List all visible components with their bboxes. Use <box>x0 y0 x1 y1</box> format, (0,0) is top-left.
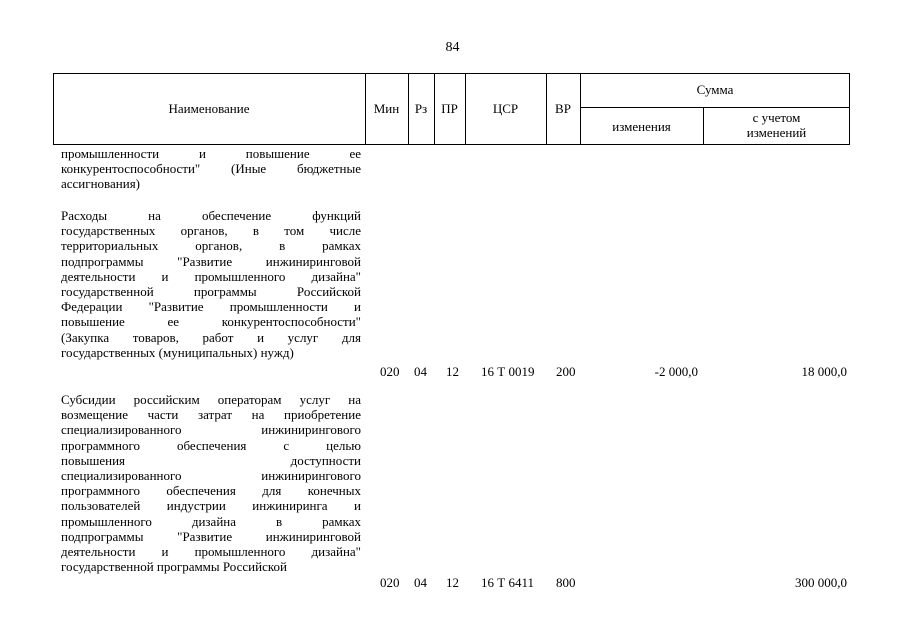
header-with-change-1: с учетом <box>752 110 801 125</box>
row-1-line: (Закупка товаров, работ и услуг для <box>61 329 361 345</box>
row-0-line: промышленности и повышение ее <box>61 146 361 161</box>
row-2-vr: 800 <box>556 575 576 590</box>
header-name: Наименование <box>168 101 250 116</box>
header-with-change-2: изменений <box>746 125 807 140</box>
row-2-rz: 04 <box>414 575 427 590</box>
row-2-csr: 16 Т 6411 <box>481 575 534 590</box>
row-1-with-change: 18 000,0 <box>801 364 847 379</box>
row-1-change: -2 000,0 <box>654 364 698 379</box>
row-1-line: территориальных органов, в рамках <box>61 238 361 254</box>
row-1-min: 020 <box>380 364 400 379</box>
row-2-line: промышленного дизайна в рамках <box>61 513 361 529</box>
row-1-line: государственных органов, в том числе <box>61 223 361 239</box>
row-2-pr: 12 <box>446 575 459 590</box>
row-1-line: подпрограммы "Развитие инжиниринговой <box>61 253 361 269</box>
row-2-line: Субсидии российским операторам услуг на <box>61 392 361 407</box>
row-2-line: повышения доступности <box>61 452 361 468</box>
row-1-line: государственной программы Российской <box>61 284 361 300</box>
row-1-line: государственных (муниципальных) нужд) <box>61 344 294 360</box>
row-2-line: программного обеспечения для конечных <box>61 483 361 499</box>
row-1-pr: 12 <box>446 364 459 379</box>
row-2-line: специализированного инжинирингового <box>61 422 361 438</box>
row-0-name <box>61 146 361 192</box>
row-1-name <box>61 208 361 360</box>
row-2-line: программного обеспечения с целью <box>61 437 361 453</box>
row-0-line: ассигнования) <box>61 176 141 192</box>
row-2-line: пользователей индустрии инжиниринга и <box>61 498 361 514</box>
row-1-line: Федерации "Развитие промышленности и <box>61 299 361 315</box>
row-2-line: государственной программы Российской <box>61 559 287 575</box>
row-1-csr: 16 Т 0019 <box>481 364 535 379</box>
header-pr: ПР <box>441 101 458 116</box>
header-vr: ВР <box>555 101 571 116</box>
header-min: Мин <box>373 101 400 116</box>
row-2-line: деятельности и промышленного дизайна" <box>61 544 361 560</box>
row-1-line: Расходы на обеспечение функций <box>61 208 361 223</box>
row-2-line: возмещение части затрат на приобретение <box>61 407 361 423</box>
page-number: 84 <box>445 40 460 55</box>
row-2-min: 020 <box>380 575 400 590</box>
row-2-line: подпрограммы "Развитие инжиниринговой <box>61 528 361 544</box>
row-1-line: повышение ее конкурентоспособности" <box>61 314 361 330</box>
row-2-line: специализированного инжинирингового <box>61 468 361 484</box>
row-1-vr: 200 <box>556 364 576 379</box>
header-summa: Сумма <box>696 82 734 97</box>
header-rz: Рз <box>414 101 428 116</box>
row-1-rz: 04 <box>414 364 427 379</box>
row-2-name <box>61 392 361 574</box>
header-csr: ЦСР <box>492 101 519 116</box>
row-0-line: конкурентоспособности" (Иные бюджетные <box>61 161 361 177</box>
header-change: изменения <box>612 119 671 134</box>
row-2-with-change: 300 000,0 <box>795 575 847 590</box>
row-1-line: деятельности и промышленного дизайна" <box>61 268 361 284</box>
